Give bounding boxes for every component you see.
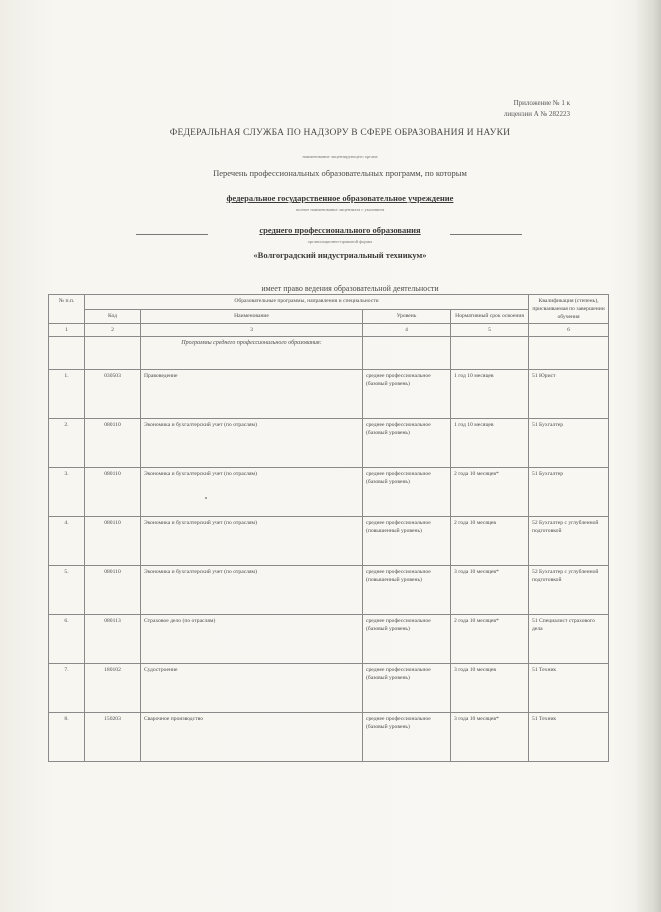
table-row (49, 517, 609, 566)
row-code: 080110 (85, 419, 141, 468)
row-num: 2. (49, 419, 85, 468)
row-name: Экономика и бухгалтерский учет (по отраслям) (141, 468, 363, 517)
agency-note: наименование лицензирующего органа (302, 154, 378, 159)
row-term: 2 года 10 месяцев (451, 517, 529, 566)
row-level: среднее профессиональное (базовый уровень) (363, 713, 451, 762)
table-row (49, 664, 609, 713)
row-term: 1 год 10 месяцев (451, 419, 529, 468)
row-term: 3 года 10 месяцев* (451, 566, 529, 615)
org-type: федеральное государственное образовательное учреждение (226, 193, 454, 203)
row-code: 150203 (85, 713, 141, 762)
col-number: 6 (529, 324, 609, 337)
row-code: 080113 (85, 615, 141, 664)
header-programs: Образовательные программы, направления и специальности (85, 295, 529, 310)
table-row (49, 713, 609, 762)
header-level: Уровень (363, 309, 451, 324)
row-name: Экономика и бухгалтерский учет (по отраслям) (141, 517, 363, 566)
section-row (49, 337, 609, 370)
row-name: Экономика и бухгалтерский учет (по отраслям) (141, 566, 363, 615)
list-title: Перечень профессиональных образовательных программ, по которым (213, 168, 467, 178)
table-row (49, 566, 609, 615)
appendix-note (470, 98, 570, 120)
scan-edge-shadow (635, 0, 661, 912)
row-level: среднее профессиональное (базовый уровень) (363, 468, 451, 517)
row-code: 080110 (85, 517, 141, 566)
row-term: 2 года 10 месяцев* (451, 468, 529, 517)
row-qualification: 51 Юрист (529, 370, 609, 419)
table-row (49, 419, 609, 468)
row-code: 080110 (85, 566, 141, 615)
section-title: Программы среднего профессионального образования: (141, 337, 363, 370)
row-num: 5. (49, 566, 85, 615)
col-number: 3 (141, 324, 363, 337)
row-code: 180102 (85, 664, 141, 713)
section-empty-cell (363, 337, 451, 370)
agency-title: ФЕДЕРАЛЬНАЯ СЛУЖБА ПО НАДЗОРУ В СФЕРЕ ОБРАЗОВАНИЯ И НАУКИ (169, 128, 511, 138)
column-number-row (49, 324, 609, 337)
section-empty-cell (529, 337, 609, 370)
header-term: Нормативный срок освоения (451, 309, 529, 324)
row-qualification: 52 Бухгалтер с углубленной подготовкой (529, 566, 609, 615)
row-qualification: 51 Бухгалтер (529, 419, 609, 468)
row-level: среднее профессиональное (базовый уровень) (363, 615, 451, 664)
row-term: 3 года 10 месяцев* (451, 713, 529, 762)
row-num: 4. (49, 517, 85, 566)
org-type-note: полное наименование лицензиата с указанием (295, 207, 385, 212)
section-empty-cell (451, 337, 529, 370)
col-number: 2 (85, 324, 141, 337)
section-empty-cell (85, 337, 141, 370)
table-row (49, 615, 609, 664)
header-code: Код (85, 309, 141, 324)
row-num: 3. (49, 468, 85, 517)
row-name: Экономика и бухгалтерский учет (по отраслям) (141, 419, 363, 468)
row-qualification: 51 Техник (529, 713, 609, 762)
row-qualification: 52 Бухгалтер с углубленной подготовкой (529, 517, 609, 566)
row-qualification: 51 Бухгалтер (529, 468, 609, 517)
col-number: 1 (49, 324, 85, 337)
section-empty-cell (49, 337, 85, 370)
row-num: 6. (49, 615, 85, 664)
row-qualification: 51 Техник (529, 664, 609, 713)
row-code: 030503 (85, 370, 141, 419)
row-name: Судостроение (141, 664, 363, 713)
row-level: среднее профессиональное (базовый уровень) (363, 370, 451, 419)
table-row (49, 468, 609, 517)
row-level: среднее профессиональное (повышенный уровень) (363, 517, 451, 566)
programs-table (48, 294, 609, 762)
row-num: 1. (49, 370, 85, 419)
appendix-line-2: лицензии А № 282223 (503, 110, 570, 118)
row-level: среднее профессиональное (базовый уровень) (363, 664, 451, 713)
right-statement: имеет право ведения образовательной деятельности (261, 284, 439, 293)
row-name: Страховое дело (по отраслям) (141, 615, 363, 664)
education-level-note: организационно-правовой формы (307, 239, 373, 244)
row-num: 7. (49, 664, 85, 713)
row-qualification: 51 Специалист страхового дела (529, 615, 609, 664)
organization-name: «Волгоградский индустриальный техникум» (253, 250, 427, 260)
appendix-line-1: Приложение № 1 к (513, 99, 570, 107)
row-code: 080110 (85, 468, 141, 517)
row-term: 2 года 10 месяцев* (451, 615, 529, 664)
row-name: Сварочное производство (141, 713, 363, 762)
table-row (49, 370, 609, 419)
row-name: Правоведение (141, 370, 363, 419)
header-qualification: Квалификация (степень), присваиваемая по завершении обучения (529, 295, 609, 324)
education-level: среднего профессионального образования (259, 225, 421, 235)
row-term: 3 года 10 месяцев (451, 664, 529, 713)
header-num: № п.п. (49, 295, 85, 324)
row-term: 1 год 10 месяцев (451, 370, 529, 419)
col-number: 5 (451, 324, 529, 337)
header-name: Наименование (141, 309, 363, 324)
row-level: среднее профессиональное (базовый уровень) (363, 419, 451, 468)
row-level: среднее профессиональное (повышенный уровень) (363, 566, 451, 615)
scan-speck (205, 497, 207, 499)
col-number: 4 (363, 324, 451, 337)
row-num: 8. (49, 713, 85, 762)
